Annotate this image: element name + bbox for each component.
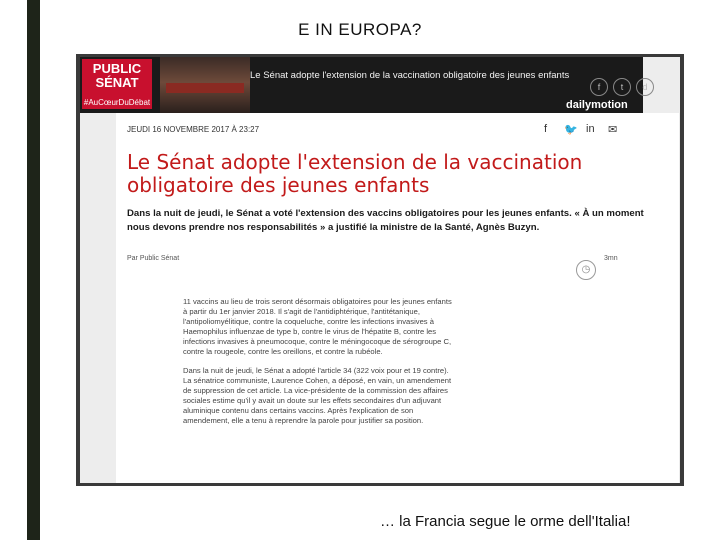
article [116,113,679,483]
senate-chamber-thumbnail [160,57,250,113]
dailymotion-icon[interactable]: d [636,78,654,96]
video-title: Le Sénat adopte l'extension de la vaccination obligatoire des jeunes enfants [250,70,570,81]
video-player[interactable] [80,57,648,113]
slide-title: E IN EUROPA? [298,20,422,39]
article-lead: Dans la nuit de jeudi, le Sénat a voté l'extension des vaccins obligatoires pour les jeunes enfants. « À un moment nous devons prendre nos responsabilités » a justifié la ministre de la Santé, Agnès Buzyn. [127,208,644,233]
slide-left-bar [27,0,40,540]
article-paragraph: Dans la nuit de jeudi, le Sénat a adopté l'article 34 (322 voix pour et 19 contre). La sénatrice communiste, Laurence Cohen, a déposé, en vain, un amendement de suppression de cet article. La vice-présidente de la commission des affaires sociales estime qu'il y avait un doute sur les effets secondaires d'un adjuvant aluminique contenu dans certains vaccins. Après l'explication de son amendement, elle a tenu à reprendre la parole pour justifier sa position. [183,366,452,425]
article-paragraph: 11 vaccins au lieu de trois seront désormais obligatoires pour les jeunes enfants à partir du 1er janvier 2018. Il s'agit de l'antidiphtérique, l'antitétanique, l'antipoliomyélitique, contre la coqueluche, contre les infections invasives à Haemophilus influenzae de type b, contre le virus de l'hépatite B, contre les infections invasives à pneumocoque, contre le méningocoque de sérogroupe C, contre la rougeole, contre les oreillons, et contre la rubéole. [183,297,452,356]
email-share-icon[interactable]: ✉ [608,124,618,136]
article-author: Par Public Sénat [127,255,180,262]
facebook-share-icon[interactable]: f [544,123,548,135]
linkedin-share-icon[interactable]: in [586,123,595,135]
facebook-icon[interactable]: f [590,78,608,96]
dailymotion-logo: dailymotion [566,99,628,111]
webpage-screenshot [80,57,680,483]
twitter-icon[interactable]: t [613,78,631,96]
logo-line1: PUBLIC [92,61,142,76]
slide-caption: … la Francia segue le orme dell'Italia! [380,513,631,530]
read-time: 3mn [604,255,618,262]
twitter-share-icon[interactable]: 🐦 [564,124,578,136]
article-body [183,297,453,435]
article-title: Le Sénat adopte l'extension de la vaccination obligatoire des jeunes enfants [127,150,583,197]
hashtag: #AuCœurDuDébat [83,98,151,107]
logo-line2: SÉNAT [95,75,139,90]
article-date: JEUDI 16 NOVEMBRE 2017 À 23:27 [127,125,260,134]
clock-icon: ◷ [576,260,596,280]
public-senat-logo [82,59,152,97]
